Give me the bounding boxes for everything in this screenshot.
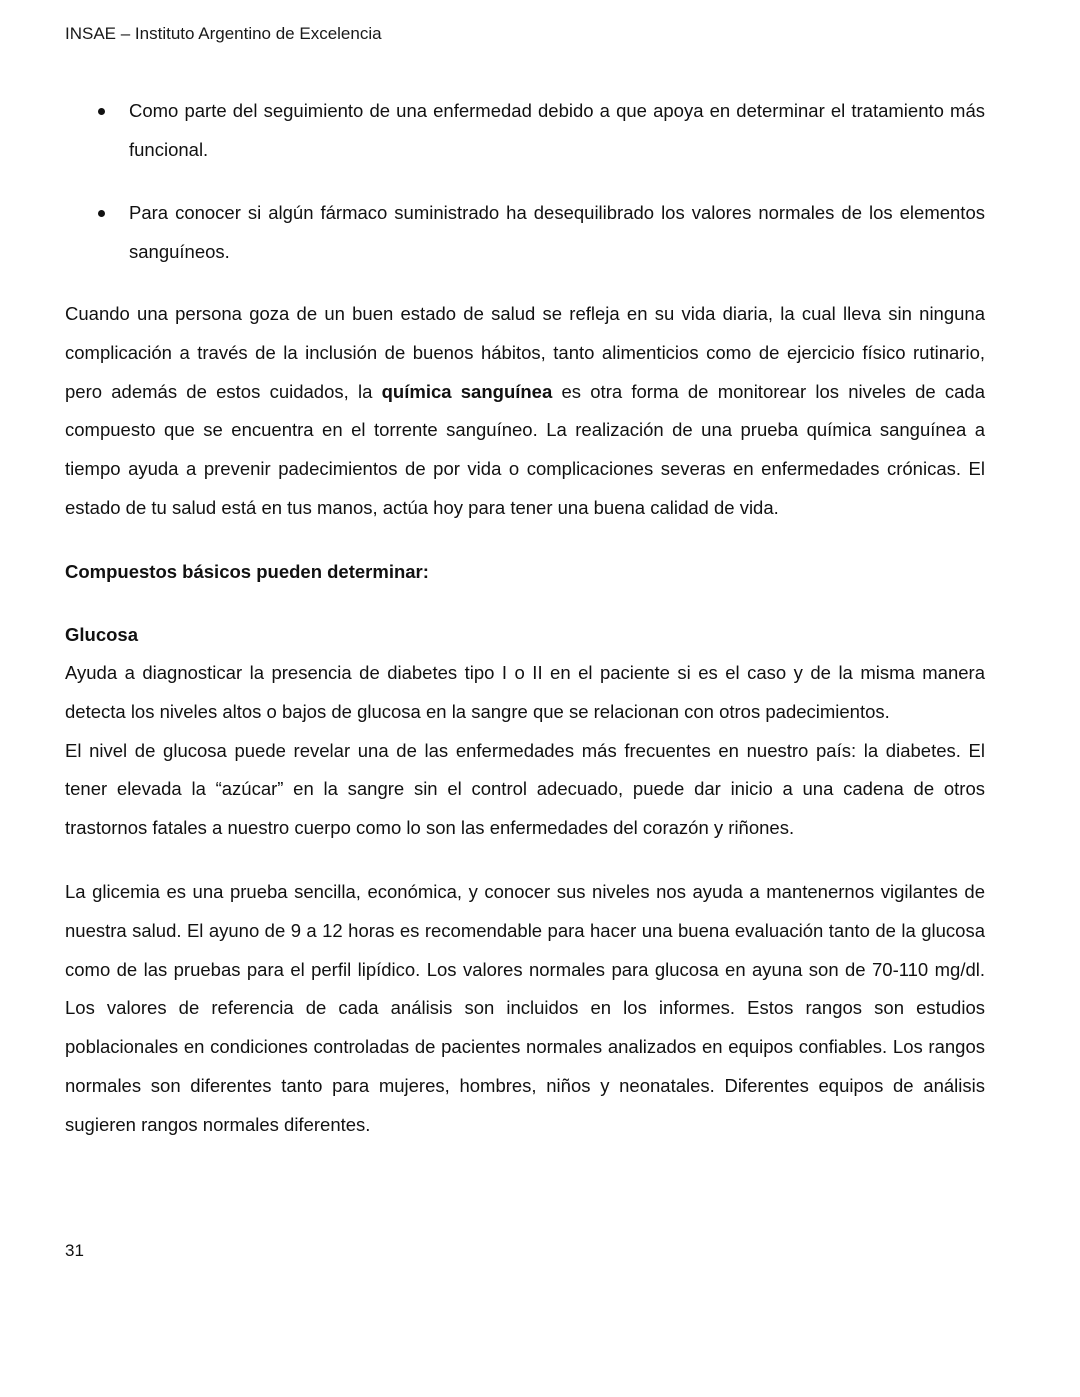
intro-text-end: es otra forma de monitorear los niveles de cada compuesto que se encuentra en el torrente sanguíneo. La realización de una prueba química sanguínea a tiempo ayuda a prevenir padecimientos de por vida o complicaciones severas en enfermedades crónicas. El estado de tu salud está en tus manos, actúa hoy para tener una buena calidad de vida. bbox=[65, 380, 985, 518]
bullet-dot-icon bbox=[98, 108, 105, 115]
bullet-item bbox=[65, 92, 985, 169]
glucosa-paragraph-1 bbox=[65, 654, 985, 848]
glucosa-text-b: El nivel de glucosa puede revelar una de las enfermedades más frecuentes en nuestro país: la diabetes. El tener elevada la “azúcar” en la sangre sin el control adecuado, puede dar inicio a una cadena de otros trastornos fatales a nuestro cuerpo como lo son las enfermedades del corazón y riñones. bbox=[65, 739, 985, 839]
section-heading: Compuestos básicos pueden determinar: bbox=[65, 561, 429, 582]
bullet-text: Como parte del seguimiento de una enfermedad debido a que apoya en determinar el tratamiento más funcional. bbox=[129, 100, 985, 160]
running-header: INSAE – Instituto Argentino de Excelencia bbox=[65, 24, 382, 43]
bullet-item bbox=[65, 194, 985, 271]
bullet-text: Para conocer si algún fármaco suministrado ha desequilibrado los valores normales de los elementos sanguíneos. bbox=[129, 202, 985, 262]
bullet-list bbox=[65, 92, 985, 296]
glucosa-heading: Glucosa bbox=[65, 624, 138, 645]
intro-text-start: Cuando una persona goza de un buen estado de salud se refleja en su vida diaria, la cual lleva sin ninguna complicación a través de la inclusión de buenos hábitos, tanto alimenticios como de ejercicio físico rutinario, pero además de estos cuidados, la bbox=[65, 303, 985, 402]
glucosa-text-a: Ayuda a diagnosticar la presencia de diabetes tipo I o II en el paciente si es el caso y de la misma manera detecta los niveles altos o bajos de glucosa en la sangre que se relacionan con otros padecimientos. bbox=[65, 662, 985, 722]
intro-paragraph bbox=[65, 295, 985, 528]
glucosa-paragraph-2: La glicemia es una prueba sencilla, económica, y conocer sus niveles nos ayuda a mantenernos vigilantes de nuestra salud. El ayuno de 9 a 12 horas es recomendable para hacer una buena evaluación tanto de la glucosa como de las pruebas para el perfil lipídico. Los valores normales para glucosa en ayuna son de 70-110 mg/dl. Los valores de referencia de cada análisis son incluidos en los informes. Estos rangos son estudios poblacionales en condiciones controladas de pacientes normales analizados en equipos confiables. Los rangos normales son diferentes tanto para mujeres, hombres, niños y neonatales. Diferentes equipos de análisis sugieren rangos normales diferentes. bbox=[65, 881, 985, 1135]
intro-bold-term: química sanguínea bbox=[381, 380, 553, 402]
bullet-dot-icon bbox=[98, 210, 105, 217]
page-number: 31 bbox=[65, 1241, 84, 1260]
